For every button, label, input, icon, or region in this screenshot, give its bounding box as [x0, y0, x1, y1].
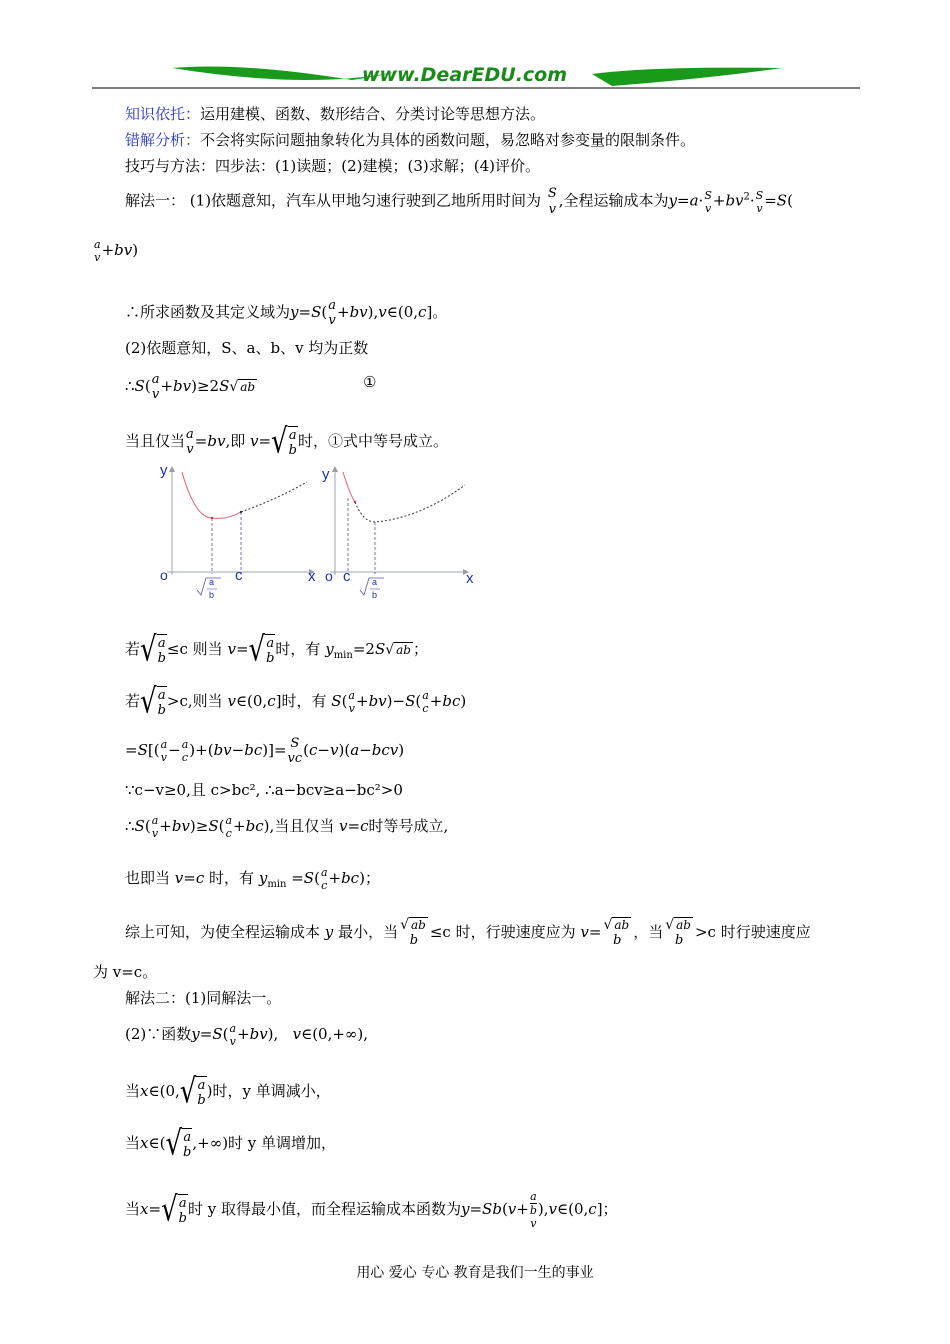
graph-left-y-label: y	[160, 462, 168, 479]
sol1-case2: 若 √ a b >c,则当 v∈(0,c]时，有 S( a v +bv)−S( a c +bc)	[125, 682, 467, 722]
sol1-summary: 综上可知，为使全程运输成本 y 最小，当 √ ab b ≤c 时，行驶速度应为 v= √ ab b ，当 √ ab b >c 时行驶速度应	[125, 917, 811, 948]
sol1-therefore: ∴S( a v +bv)≥S( a c +bc),当且仅当 v=c时等号成立,	[125, 814, 449, 840]
sol1-ineq: ∴S( a v +bv)≥2S√ ab ①	[125, 372, 377, 402]
fraction-s-over-v: $\frac{S}{v}$	[547, 186, 557, 217]
sol1-expand: =S[( a v − a c )+(bv−bc)]= S vc (c−v)(a−bcv)	[125, 736, 405, 766]
intro-label-basis: 知识依托：	[125, 105, 201, 123]
graph-left-x-label: x	[308, 568, 316, 585]
intro-line-2: 错解分析：不会将实际问题抽象转化为具体的函数问题，易忽略对参变量的限制条件。	[125, 131, 696, 149]
sol1-p2: (2)依题意知，S、a、b、v 均为正数	[125, 339, 369, 357]
graph-right-origin: o	[325, 568, 333, 584]
header-banner	[92, 62, 860, 92]
sol1-domain: ∴所求函数及其定义域为y=S( a v +bv),v∈(0,c]。	[125, 298, 448, 328]
sol2-increase: 当x∈( √ a b ,+∞)时 y 单调增加，	[125, 1124, 337, 1164]
sol1-eq-cond: 当且仅当 a v =bv,即 v= √ a b 时，①式中等号成立。	[125, 422, 448, 462]
page-footer: 用心 爱心 专心 教育是我们一生的事业	[356, 1265, 594, 1281]
intro-line-3: 技巧与方法：四步法：(1)读题；(2)建模；(3)求解；(4)评价。	[125, 157, 540, 175]
graph-right-y-label: y	[322, 466, 330, 483]
sol1-p1: 解法一： (1)依题意知，汽车从甲地匀速行驶到乙地所用时间为 $\frac{S}{v}$ ,全程运输成本为y=a· S v $+bv^2\cdot$ S v =S(	[125, 186, 793, 217]
graph-right-c-label: c	[343, 568, 351, 585]
intro-line-1: 知识依托：运用建模、函数、数形结合、分类讨论等思想方法。	[125, 105, 546, 123]
header-logo-text: www.DearEDU.com	[362, 64, 568, 86]
sol1-p1-cont: a v +bv)	[94, 238, 139, 264]
graph-left-c-label: c	[235, 567, 243, 584]
sol2-decrease: 当x∈(0, √ a b )时，y 单调减小，	[125, 1072, 331, 1112]
sol1-summary-cont: 为 v=c。	[93, 963, 158, 981]
graph-right-x-label: x	[466, 570, 474, 587]
sol1-also: 也即当 v=c 时，有 $y_{min} =S$( a c +bc)；	[125, 866, 380, 892]
sol1-because: ∵c−v≥0,且 c>bc², ∴a−bcv≥a−bc²>0	[125, 781, 403, 799]
graph-curves	[155, 460, 485, 610]
sol2-p1: 解法二：(1)同解法一。	[125, 989, 282, 1007]
sol2-p2: (2)∵函数y=S( a v +bv), v∈(0,+∞),	[125, 1022, 369, 1048]
graph-figure: y o x c a b y o c x a b	[155, 460, 485, 610]
sol2-min: 当x= √ a b 时 y 取得最小值，而全程运输成本函数为y=Sb(v+ a b v ),v∈(0,c]；	[125, 1190, 618, 1230]
sol1-case1: 若 √ a b ≤c 则当 v= √ a b 时，有 $y_{min}=2S√$ ab ；	[125, 630, 429, 670]
intro-label-error: 错解分析：	[125, 131, 201, 149]
graph-left-origin: o	[160, 567, 168, 583]
